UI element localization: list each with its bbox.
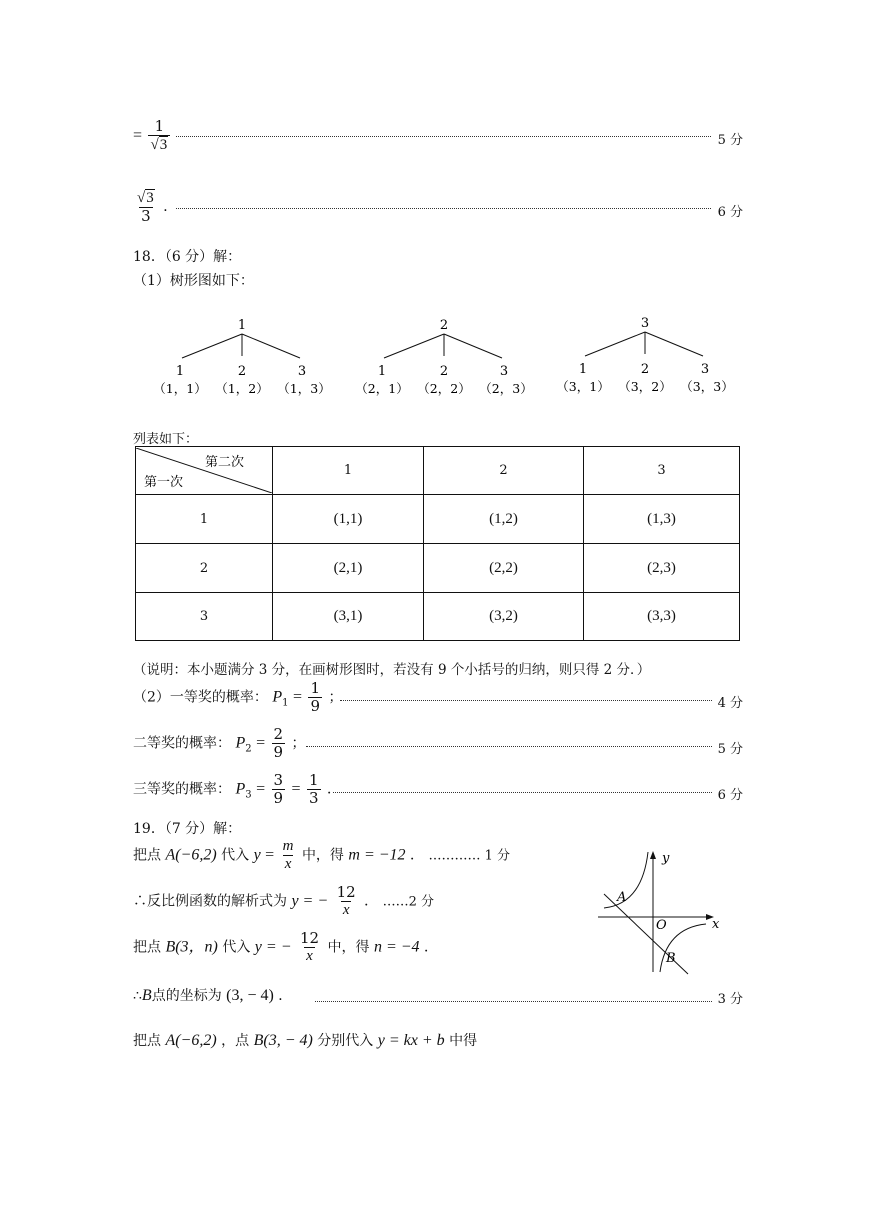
table-cell: (1,1): [273, 495, 424, 544]
prob-second-line: 二等奖的概率： $P_2$ = $\frac{2}{9}$ ；: [133, 725, 306, 761]
table-cell: (2,3): [584, 544, 740, 593]
q19-line-5: 把点 A(−6,2) ，点 B(3, − 4) 分别代入 y = kx + b 中得: [133, 1032, 478, 1049]
corner-cell: [136, 447, 273, 495]
leader-dots: [306, 746, 712, 747]
tree-leaf: 1: [578, 362, 588, 377]
tree-pair: （2，3）: [479, 381, 533, 396]
eq-line-1: = $\frac{1}{√3}$: [133, 118, 172, 154]
table-row: [136, 495, 740, 544]
table-row: [136, 544, 740, 593]
tree-leaf: 1: [377, 364, 387, 379]
score-4: 4 分: [717, 696, 743, 711]
point-b-label: B: [666, 951, 676, 966]
row-header: 1: [136, 495, 273, 544]
column-header: 2: [424, 447, 584, 495]
tree-leaf: 2: [439, 364, 449, 379]
question-18-heading: 18．（6 分）解：: [133, 249, 242, 265]
eq-line-2: $\frac{√3}{3}$ ．: [137, 190, 178, 225]
column-header: 3: [584, 447, 740, 495]
tree-leaf: 3: [499, 364, 509, 379]
table-header-row: [136, 447, 740, 495]
table-cell: (3,3): [584, 593, 740, 641]
tree-root: 1: [237, 318, 247, 333]
row-header: 3: [136, 593, 273, 641]
leader-dots: [340, 700, 712, 701]
table-cell: (2,1): [273, 544, 424, 593]
y-axis-label: y: [662, 851, 670, 866]
row-header: 2: [136, 544, 273, 593]
leader-dots: [315, 1001, 712, 1002]
point-a-label: A: [617, 890, 627, 905]
q19-line-1: 把点 A(−6,2) 代入 y = $\frac{m}{x}$ 中，得 m = −12 ． ………… 1 分: [133, 838, 510, 872]
score-6: 6 分: [717, 205, 743, 220]
origin-label: O: [656, 918, 667, 933]
tree-leaf: 2: [237, 364, 247, 379]
fraction-sqrt3-over-3: $\frac{√3}{3}$: [137, 190, 154, 225]
score-3: 3 分: [717, 992, 743, 1007]
q19-line-3: 把点 B(3，n) 代入 y = − $\frac{12}{x}$ 中，得 n = −4 ．: [133, 929, 438, 964]
note-text: （说明：本小题满分 3 分，在画树形图时，若没有 9 个小括号的归纳，则只得 2 分．）: [133, 662, 651, 678]
tree-pair: （3，3）: [680, 379, 734, 394]
tree-leaf: 2: [640, 362, 650, 377]
leader-dots: [333, 792, 712, 793]
table-cell: (3,1): [273, 593, 424, 641]
tree-pair: （2，2）: [417, 381, 471, 396]
score-6: 6 分: [717, 788, 743, 803]
corner-bottom-label: 第一次: [144, 475, 184, 490]
table-cell: (1,2): [424, 495, 584, 544]
tree-root: 3: [640, 316, 650, 331]
column-header: 1: [273, 447, 424, 495]
leader-dots: [176, 136, 711, 137]
corner-top-label: 第二次: [204, 455, 244, 470]
tree-leaf: 3: [297, 364, 307, 379]
tree-root: 2: [439, 318, 449, 333]
tree-1: [153, 318, 330, 396]
tree-pair: （1，3）: [277, 381, 331, 396]
fraction-1-over-sqrt3: $\frac{1}{√3}$: [148, 118, 170, 154]
q19-line-4: ∴B点的坐标为 (3, − 4) ．: [133, 987, 293, 1004]
question-18-part1: （1）树形图如下：: [133, 273, 254, 289]
table-cell: (3,2): [424, 593, 584, 641]
tree-pair: （1，2）: [215, 381, 269, 396]
table-row: [136, 593, 740, 641]
tree-pair: （3，1）: [556, 379, 610, 394]
leader-dots: [176, 208, 711, 209]
tree-pair: （1，1）: [153, 381, 207, 396]
x-axis-label: x: [712, 917, 720, 932]
outcome-table: [135, 446, 740, 641]
score-5: 5 分: [717, 742, 743, 757]
table-cell: (1,3): [584, 495, 740, 544]
tree-3: [556, 316, 733, 394]
tree-leaf: 1: [175, 364, 185, 379]
table-cell: (2,2): [424, 544, 584, 593]
tree-pair: （3，2）: [618, 379, 672, 394]
tree-pair: （2，1）: [355, 381, 409, 396]
table-label: 列表如下：: [133, 432, 199, 447]
tree-2: [355, 318, 532, 396]
function-graph: [590, 846, 725, 978]
tree-leaf: 3: [700, 362, 710, 377]
tree-diagram: [130, 310, 750, 405]
question-19-heading: 19．（7 分）解：: [133, 821, 242, 837]
prob-first-line: （2）一等奖的概率： $P_1$ = $\frac{1}{9}$ ；: [133, 679, 343, 715]
prob-third-line: 三等奖的概率： $P_3$ = $\frac{3}{9}$ = $\frac{1}{3}$ ．: [133, 771, 342, 807]
score-5: 5 分: [717, 133, 743, 148]
q19-line-2: ∴反比例函数的解析式为 y = − $\frac{12}{x}$ ． ……2 分: [133, 883, 435, 918]
